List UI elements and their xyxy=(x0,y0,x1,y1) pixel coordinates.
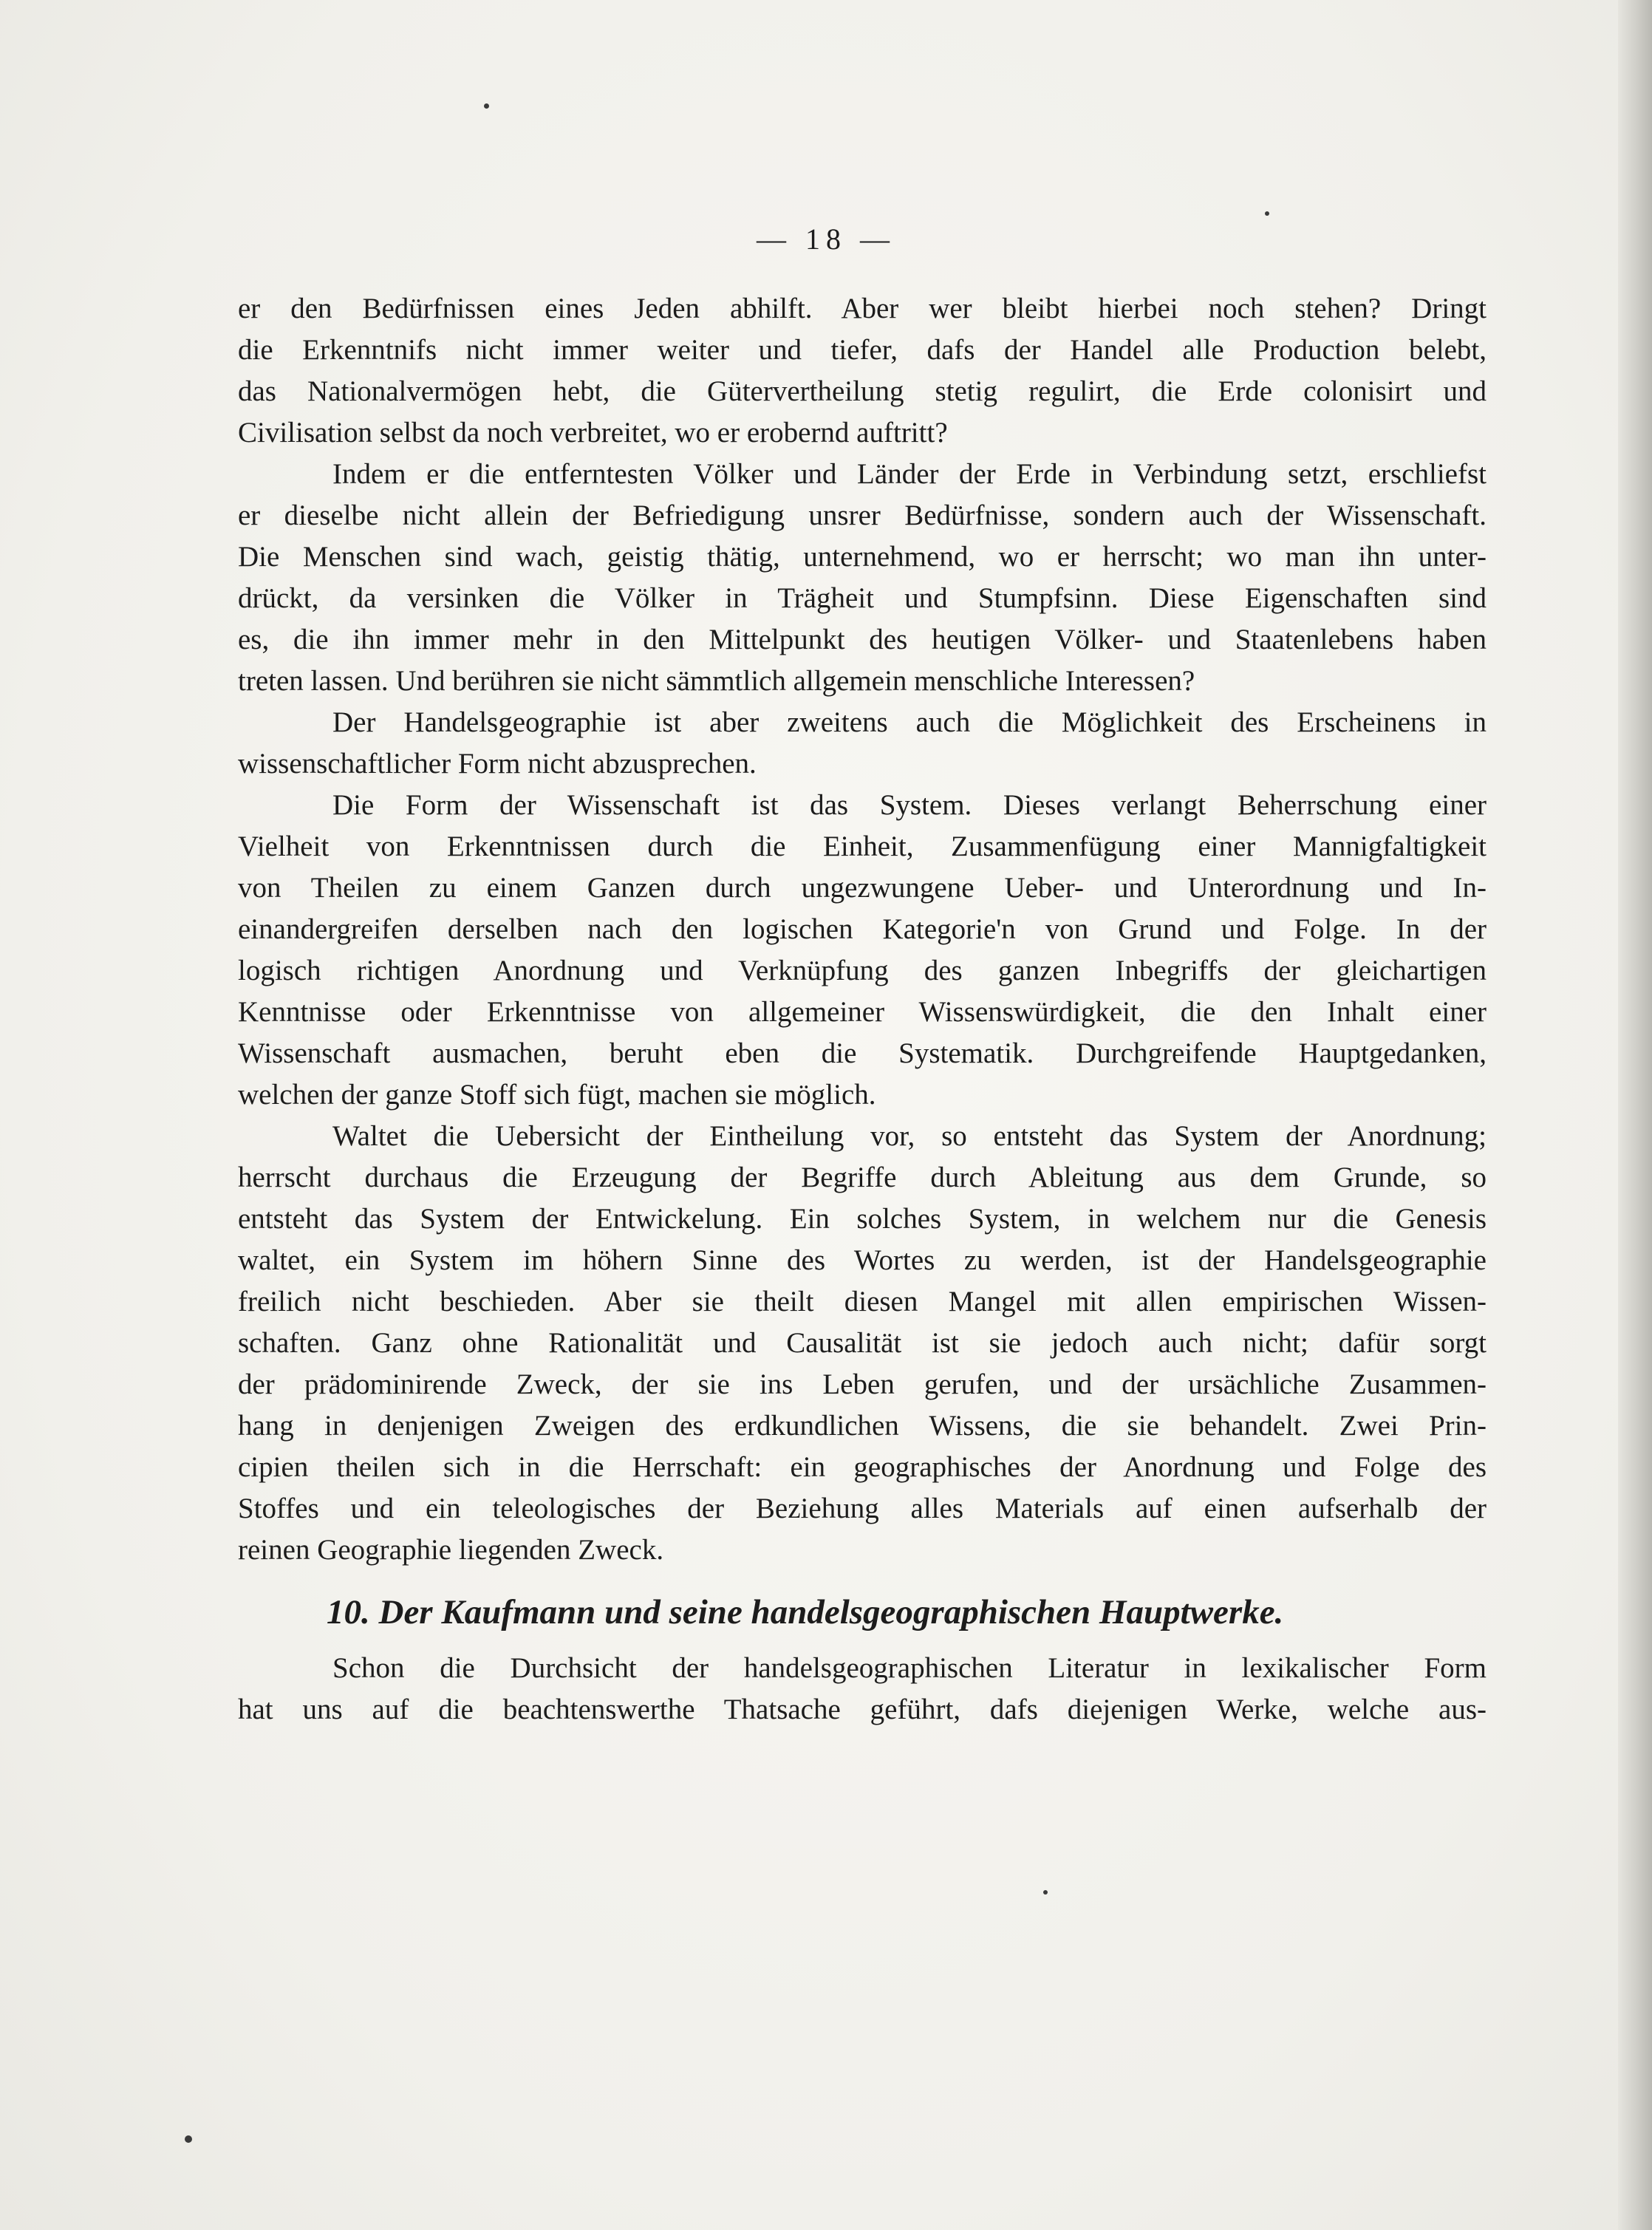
text-line: Wissenschaft ausmachen, beruht eben die Systematik. Durchgreifende Hauptgedanken, xyxy=(238,1037,1487,1069)
text-line: drückt, da versinken die Völker in Trägheit und Stumpfsinn. Diese Eigenschaften sind xyxy=(238,582,1487,614)
speck-mark xyxy=(1043,1890,1048,1895)
text-line: cipien theilen sich in die Herrschaft: ein geographisches der Anordnung und Folge des xyxy=(238,1451,1487,1483)
text-line: der prädominirende Zweck, der sie ins Leben gerufen, und der ursächliche Zusammen- xyxy=(238,1368,1487,1400)
paragraph-lines xyxy=(238,288,1487,1571)
body-text xyxy=(238,288,1487,1731)
text-line: Kenntnisse oder Erkenntnisse von allgemeiner Wissenswürdigkeit, die den Inhalt einer xyxy=(238,996,1487,1028)
text-line: die Erkenntnifs nicht immer weiter und tiefer, dafs der Handel alle Production belebt, xyxy=(238,334,1487,366)
text-line: hat uns auf die beachtenswerthe Thatsache geführt, dafs diejenigen Werke, welche aus- xyxy=(238,1694,1487,1725)
speck-mark xyxy=(185,2135,192,2143)
text-line: Stoffes und ein teleologisches der Beziehung alles Materials auf einen aufserhalb der xyxy=(238,1493,1487,1524)
text-line: treten lassen. Und berühren sie nicht sämmtlich allgemein menschliche Interessen? xyxy=(238,665,1195,697)
text-line: herrscht durchaus die Erzeugung der Begriffe durch Ableitung aus dem Grunde, so xyxy=(238,1162,1487,1193)
text-line: einandergreifen derselben nach den logischen Kategorie'n von Grund und Folge. In der xyxy=(238,913,1487,945)
speck-mark xyxy=(1265,211,1269,216)
text-line: Indem er die entferntesten Völker und Länder der Erde in Verbindung setzt, erschliefst xyxy=(332,458,1487,490)
text-line: Waltet die Uebersicht der Eintheilung vor, so entsteht das System der Anordnung; xyxy=(332,1120,1487,1152)
text-line: logisch richtigen Anordnung und Verknüpfung des ganzen Inbegriffs der gleichartigen xyxy=(238,955,1487,986)
text-line: Civilisation selbst da noch verbreitet, wo er erobernd auftritt? xyxy=(238,417,948,449)
text-line: er dieselbe nicht allein der Befriedigung unsrer Bedürfnisse, sondern auch der Wissenschaft. xyxy=(238,499,1487,531)
text-line: Vielheit von Erkenntnissen durch die Einheit, Zusammenfügung einer Mannigfaltigkeit xyxy=(238,831,1487,862)
text-line: reinen Geographie liegenden Zweck. xyxy=(238,1534,664,1566)
text-line: er den Bedürfnissen eines Jeden abhilft. Aber wer bleibt hierbei noch stehen? Dringt xyxy=(238,293,1487,324)
text-line: schaften. Ganz ohne Rationalität und Causalität ist sie jedoch auch nicht; dafür sorgt xyxy=(238,1327,1487,1359)
text-line: Der Handelsgeographie ist aber zweitens auch die Möglichkeit des Erscheinens in xyxy=(332,706,1487,738)
text-line: das Nationalvermögen hebt, die Gütervertheilung stetig regulirt, die Erde colonisirt und xyxy=(238,375,1487,407)
text-line: freilich nicht beschieden. Aber sie theilt diesen Mangel mit allen empirischen Wissen- xyxy=(238,1286,1487,1317)
text-line: Die Form der Wissenschaft ist das System. Dieses verlangt Beherrschung einer xyxy=(332,789,1487,821)
text-line: es, die ihn immer mehr in den Mittelpunkt des heutigen Völker- und Staatenlebens haben xyxy=(238,624,1487,655)
text-line: von Theilen zu einem Ganzen durch ungezwungene Ueber- und Unterordnung und In- xyxy=(238,872,1487,904)
text-line: Schon die Durchsicht der handelsgeographischen Literatur in lexikalischer Form xyxy=(332,1652,1487,1684)
text-line: welchen der ganze Stoff sich fügt, machen sie möglich. xyxy=(238,1079,876,1111)
text-line: hang in denjenigen Zweigen des erdkundlichen Wissens, die sie behandelt. Zwei Prin- xyxy=(238,1410,1487,1442)
paragraph-lines-after-heading xyxy=(238,1648,1487,1731)
text-line: wissenschaftlicher Form nicht abzusprechen. xyxy=(238,748,757,780)
text-line: waltet, ein System im höhern Sinne des Wortes zu werden, ist der Handelsgeographie xyxy=(238,1244,1487,1276)
text-line: Die Menschen sind wach, geistig thätig, unternehmend, wo er herrscht; wo man ihn unter- xyxy=(238,541,1487,573)
speck-mark xyxy=(484,103,489,109)
text-line: entsteht das System der Entwickelung. Ein solches System, in welchem nur die Genesis xyxy=(238,1203,1487,1235)
page-edge-shadow xyxy=(1618,0,1652,2230)
page-number: — 18 — xyxy=(757,222,895,256)
section-heading: 10. Der Kaufmann und seine handelsgeographischen Hauptwerke. xyxy=(327,1593,1284,1631)
